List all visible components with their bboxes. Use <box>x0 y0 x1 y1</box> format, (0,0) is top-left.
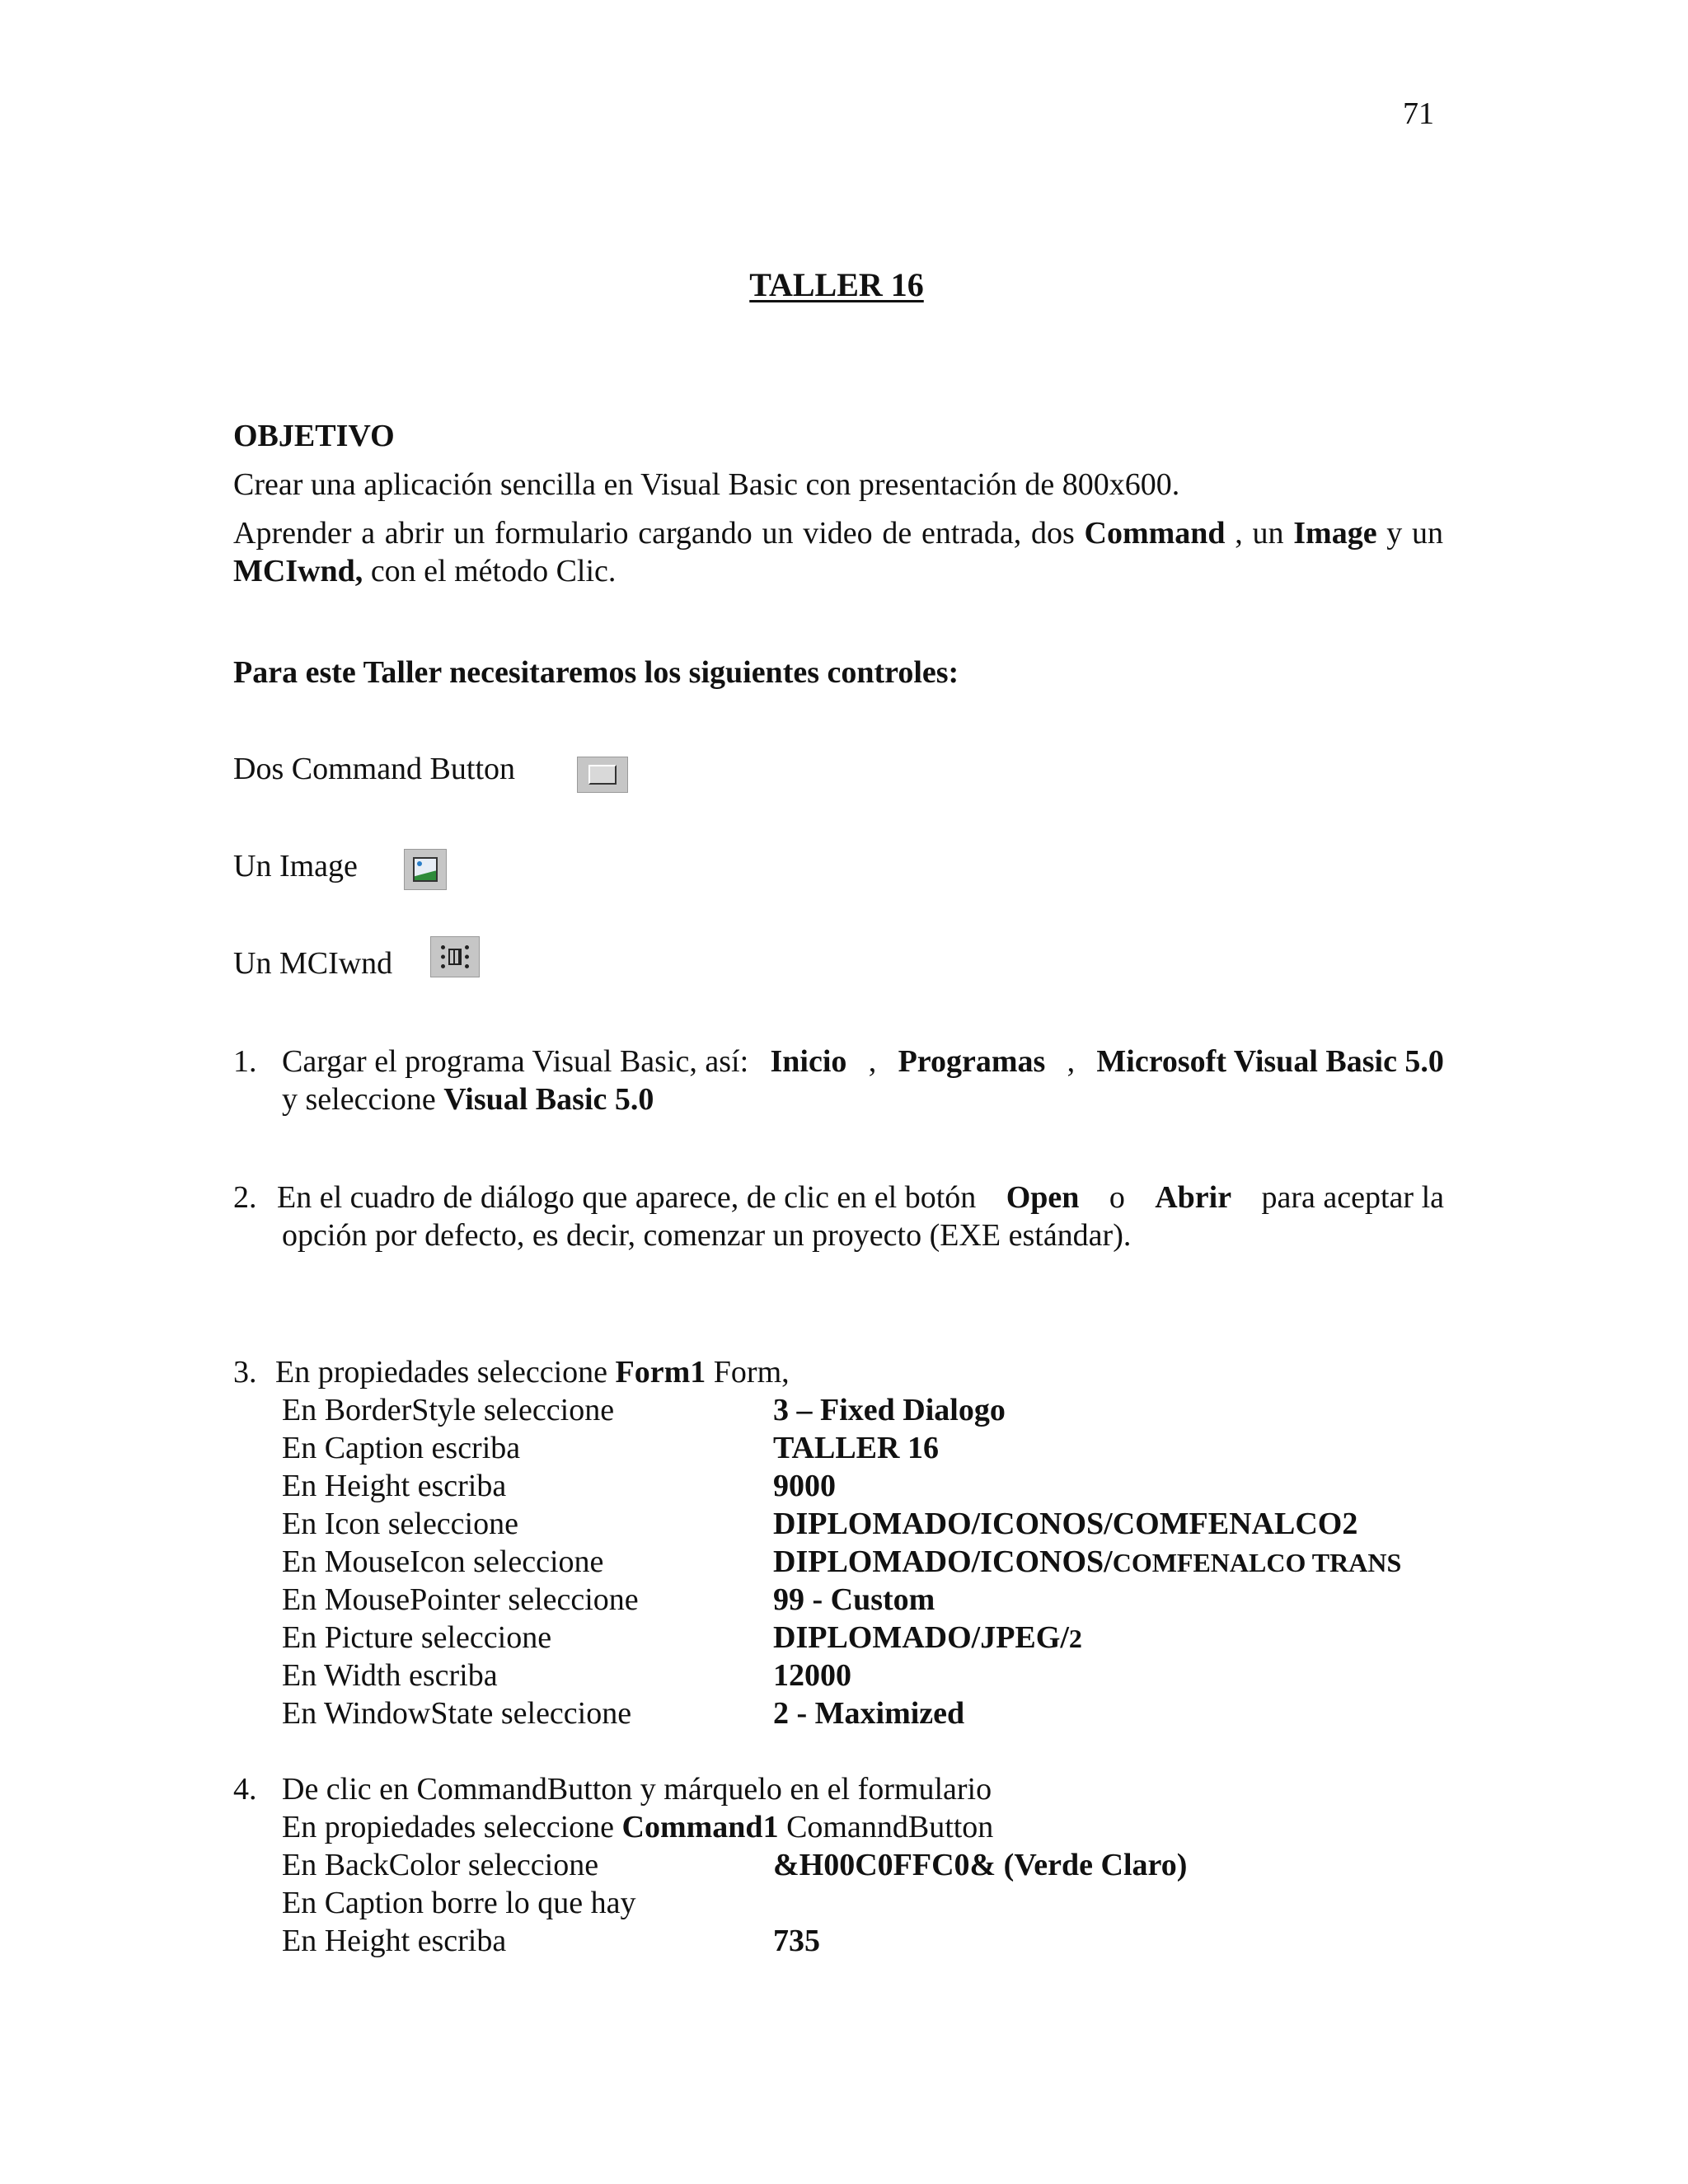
property-label: En Height escriba <box>282 1469 507 1503</box>
control-label-image: Un Image <box>233 849 358 883</box>
command-button-icon <box>577 757 628 793</box>
page-number: 71 <box>1403 96 1434 131</box>
page-title <box>0 265 1673 304</box>
property-value: &H00C0FFC0& (Verde Claro) <box>773 1848 1188 1882</box>
property-label: En Caption borre lo que hay <box>282 1886 636 1920</box>
property-label: En Height escriba <box>282 1924 507 1958</box>
control-label-command: Dos Command Button <box>233 752 516 786</box>
objective-line-1: Crear una aplicación sencilla en Visual Basic con presentación de 800x600. <box>233 467 1180 502</box>
step-2-line-2: opción por defecto, es decir, comenzar un proyecto (EXE estándar). <box>282 1218 1132 1253</box>
property-label: En Caption escriba <box>282 1431 521 1465</box>
step-1-line-2: y seleccione Visual Basic 5.0 <box>282 1082 654 1117</box>
property-value: 9000 <box>773 1469 836 1503</box>
property-value: TALLER 16 <box>773 1431 939 1465</box>
property-label: En Icon seleccione <box>282 1507 518 1541</box>
property-label: En WindowState seleccione <box>282 1696 632 1731</box>
property-value: 99 - Custom <box>773 1582 935 1617</box>
step-1-number: 1. <box>233 1044 257 1079</box>
step-2-number: 2. <box>233 1180 257 1215</box>
step-3-number: 3. <box>233 1355 257 1390</box>
step-4-line-2: En propiedades seleccione Command1 ComanndButton <box>282 1810 994 1844</box>
controls-heading: Para este Taller necesitaremos los siguientes controles: <box>233 655 959 690</box>
property-value: 3 – Fixed Dialogo <box>773 1393 1006 1427</box>
property-value: DIPLOMADO/ICONOS/COMFENALCO TRANS <box>773 1544 1402 1579</box>
title-text: TALLER 16 <box>749 266 924 303</box>
step-3-intro: En propiedades seleccione Form1 Form, <box>275 1355 790 1390</box>
step-1-line-1: Cargar el programa Visual Basic, así: Inicio , Programas , Microsoft Visual Basic 5.0 <box>282 1044 1444 1079</box>
property-label: En BorderStyle seleccione <box>282 1393 615 1427</box>
property-value: 2 - Maximized <box>773 1696 965 1731</box>
step-4-line-1: De clic en CommandButton y márquelo en el formulario <box>282 1772 992 1807</box>
property-label: En Picture seleccione <box>282 1620 552 1655</box>
property-value: 735 <box>773 1924 820 1958</box>
objective-line-2: Aprender a abrir un formulario cargando un video de entrada, dos Command , un Image y un MCIwnd, con el método Clic. <box>233 516 1444 588</box>
step-2-line-1: En el cuadro de diálogo que aparece, de clic en el botón Open o Abrir para aceptar la <box>277 1180 1444 1215</box>
property-value: 12000 <box>773 1658 851 1693</box>
property-label: En Width escriba <box>282 1658 498 1693</box>
property-label: En MouseIcon seleccione <box>282 1544 604 1579</box>
control-label-mciwnd: Un MCIwnd <box>233 946 393 981</box>
property-value: DIPLOMADO/ICONOS/COMFENALCO2 <box>773 1507 1358 1541</box>
property-value: DIPLOMADO/JPEG/2 <box>773 1620 1082 1655</box>
image-control-icon <box>404 849 447 890</box>
property-label: En MousePointer seleccione <box>282 1582 639 1617</box>
step-4-number: 4. <box>233 1772 257 1807</box>
mciwnd-film-icon <box>430 936 480 977</box>
objective-heading: OBJETIVO <box>233 419 395 453</box>
property-label: En BackColor seleccione <box>282 1848 599 1882</box>
